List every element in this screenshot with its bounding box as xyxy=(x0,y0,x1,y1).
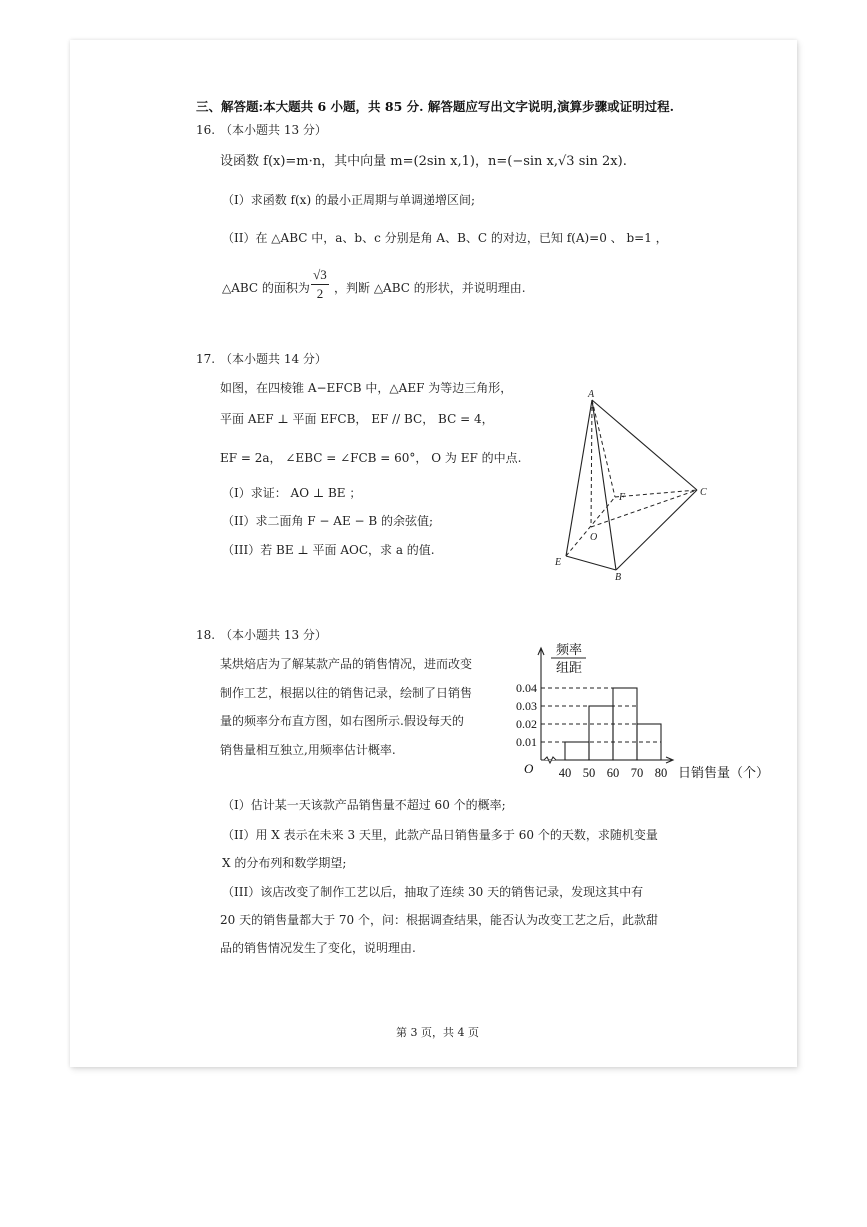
q18-line3: 量的频率分布直方图，如右图所示.假设每天的 xyxy=(220,714,464,728)
fraction-bar xyxy=(311,284,329,285)
section-header: 三、解答题:本大题共 6 小题，共 85 分. 解答题应写出文字说明,演算步骤或证明过程. xyxy=(196,99,675,114)
fraction-numerator: √3 xyxy=(313,267,327,282)
y-tick-label: 0.03 xyxy=(516,699,537,713)
q18-part3b: 20 天的销售量都大于 70 个，问：根据调查结果，能否认为改变工艺之后，此款甜 xyxy=(220,913,658,927)
y-tick-label: 0.01 xyxy=(516,735,537,749)
label-F: F xyxy=(619,492,626,503)
q18-line4: 销售量相互独立,用频率估计概率. xyxy=(220,743,396,757)
q18-part2b: X 的分布列和数学期望; xyxy=(222,856,347,870)
label-O: O xyxy=(590,532,598,543)
q18-part3a: （III）该店改变了制作工艺以后，抽取了连续 30 天的销售记录，发现这其中有 xyxy=(222,885,644,899)
y-axis-label-bottom: 组距 xyxy=(555,660,583,675)
q16-part2: （II）在 △ABC 中，a、b、c 分别是角 A、B、C 的对边，已知 f(A)=0 、 b=1 ， xyxy=(222,231,668,245)
x-tick-label: 80 xyxy=(654,766,668,780)
q18-part2a: （II）用 X 表示在未来 3 天里，此款产品日销售量多于 60 个的天数，求随机变量 xyxy=(222,828,658,842)
q16-part1: （I）求函数 f(x) 的最小正周期与单调递增区间; xyxy=(222,193,475,207)
label-A: A xyxy=(588,389,595,400)
origin-label: O xyxy=(524,761,534,776)
x-axis-label: 日销售量（个） xyxy=(678,765,770,780)
q18-part3c: 品的销售情况发生了变化，说明理由. xyxy=(220,941,416,955)
q17-line2: 平面 AEF ⊥ 平面 EFCB， EF // BC， BC = 4， xyxy=(220,412,494,426)
q17-line3: EF = 2a， ∠EBC = ∠FCB = 60°， O 为 EF 的中点. xyxy=(220,451,522,465)
q16-number: 16. xyxy=(196,123,216,137)
y-tick-label: 0.04 xyxy=(516,681,537,695)
x-tick-label: 60 xyxy=(606,766,620,780)
q17-number: 17. xyxy=(196,352,216,366)
q17-part1: （I）求证： AO ⊥ BE ； xyxy=(222,486,362,500)
q16-stem: 设函数 f(x)=m·n，其中向量 m=(2sin x,1)，n=(−sin x,√3 sin 2x). xyxy=(220,154,627,169)
label-E: E xyxy=(555,557,562,568)
label-B: B xyxy=(615,572,622,583)
x-tick-label: 70 xyxy=(630,766,644,780)
q17-part3: （III）若 BE ⊥ 平面 AOC，求 a 的值. xyxy=(222,543,435,557)
page-footer: 第 3 页，共 4 页 xyxy=(396,1026,479,1039)
q16-area-fraction xyxy=(308,268,332,301)
y-tick-label: 0.02 xyxy=(516,717,537,731)
q18-points: （本小题共 13 分） xyxy=(220,628,327,642)
q18-line2: 制作工艺，根据以往的销售记录，绘制了日销售 xyxy=(220,686,473,700)
q16-part2-cont-b: ，判断 △ABC 的形状，并说明理由. xyxy=(334,281,526,295)
x-tick-label: 50 xyxy=(582,766,596,780)
q17-line1: 如图，在四棱锥 A−EFCB 中，△AEF 为等边三角形， xyxy=(220,381,513,395)
q18-line1: 某烘焙店为了解某款产品的销售情况，进而改变 xyxy=(220,657,473,671)
q17-points: （本小题共 14 分） xyxy=(220,352,327,366)
q18-number: 18. xyxy=(196,628,216,642)
x-tick-label: 40 xyxy=(558,766,572,780)
label-C: C xyxy=(700,487,707,498)
q18-part1: （I）估计某一天该款产品销售量不超过 60 个的概率; xyxy=(222,798,506,812)
q17-part2: （II）求二面角 F − AE − B 的余弦值; xyxy=(222,514,434,528)
q16-points: （本小题共 13 分） xyxy=(220,123,327,137)
y-axis-label-top: 频率 xyxy=(555,642,583,657)
q16-part2-cont-a: △ABC 的面积为 xyxy=(222,281,310,295)
fraction-denominator: 2 xyxy=(316,286,324,301)
